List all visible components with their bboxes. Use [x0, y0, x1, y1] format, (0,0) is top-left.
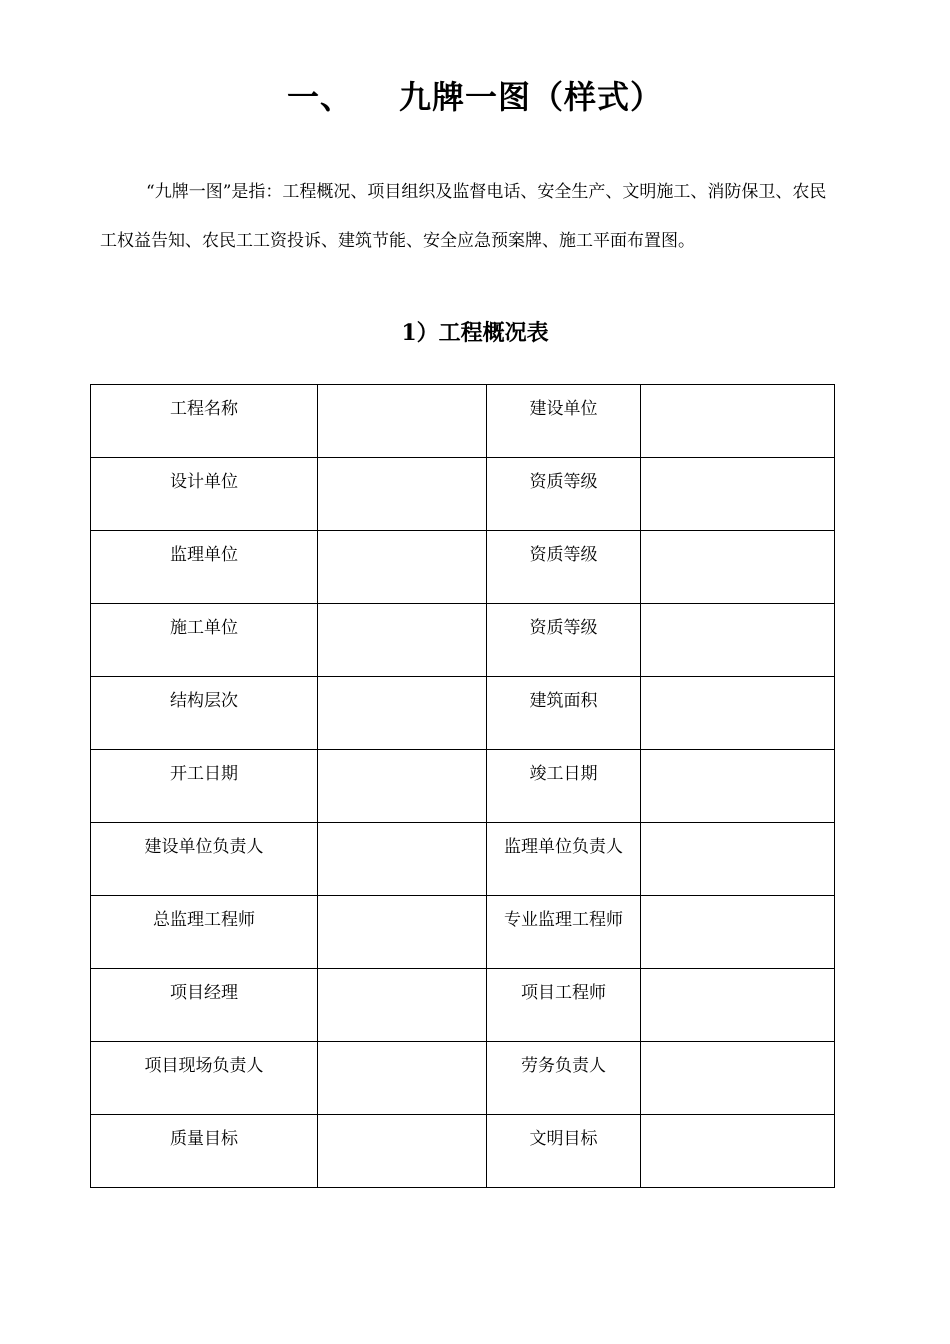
field-label [91, 677, 318, 750]
field-label-text: 施工单位 [170, 618, 238, 638]
field-value-cell[interactable] [318, 896, 487, 969]
table-row [91, 677, 835, 750]
field-value-cell-text [318, 1115, 486, 1129]
field-value-cell[interactable] [641, 1042, 835, 1115]
field-label [91, 458, 318, 531]
field-value-cell-text [641, 1042, 834, 1056]
field-label-text: 建设单位负责人 [144, 837, 264, 857]
field-label [487, 531, 641, 604]
field-label-text: 设计单位 [170, 472, 238, 492]
field-value-cell-text [641, 750, 834, 764]
field-value-cell[interactable] [641, 531, 835, 604]
field-value-cell[interactable] [318, 1115, 487, 1188]
field-value-cell-text [318, 750, 486, 764]
table-row [91, 604, 835, 677]
field-value-cell[interactable] [318, 531, 487, 604]
field-value-cell-text [318, 604, 486, 618]
table-row [91, 896, 835, 969]
field-value-cell[interactable] [318, 458, 487, 531]
field-value-cell[interactable] [318, 969, 487, 1042]
field-label [91, 823, 318, 896]
field-value-cell[interactable] [318, 385, 487, 458]
field-value-cell[interactable] [318, 750, 487, 823]
field-label-text: 文明目标 [529, 1129, 598, 1149]
field-label [487, 1115, 641, 1188]
field-label-text: 结构层次 [170, 691, 238, 711]
table-row [91, 823, 835, 896]
field-value-cell-text [641, 896, 834, 910]
field-label [487, 969, 641, 1042]
field-value-cell[interactable] [318, 604, 487, 677]
field-label [487, 750, 641, 823]
table-row [91, 531, 835, 604]
field-label-text: 项目现场负责人 [144, 1056, 264, 1076]
field-label-text: 项目工程师 [521, 983, 606, 1003]
field-value-cell-text [641, 604, 834, 618]
table-row [91, 385, 835, 458]
field-label [487, 604, 641, 677]
field-value-cell-text [641, 531, 834, 545]
field-label [91, 531, 318, 604]
field-label [91, 604, 318, 677]
field-value-cell[interactable] [318, 1042, 487, 1115]
field-label [487, 896, 641, 969]
field-label-text: 资质等级 [529, 545, 598, 565]
field-label-text: 专业监理工程师 [504, 910, 623, 930]
field-value-cell-text [641, 385, 834, 399]
section-title: 九牌一图（样式） [399, 78, 664, 116]
intro-paragraph: “九牌一图”是指：工程概况、项目组织及监督电话、安全生产、文明施工、消防保卫、农民工权益告知、农民工工资投诉、建筑节能、安全应急预案牌、施工平面布置图。 [100, 182, 827, 251]
field-label [487, 677, 641, 750]
table-row [91, 969, 835, 1042]
field-label [91, 750, 318, 823]
page-title [0, 72, 950, 118]
field-label [91, 969, 318, 1042]
field-label [487, 385, 641, 458]
field-value-cell-text [641, 458, 834, 472]
field-value-cell[interactable] [641, 604, 835, 677]
field-label-text: 竣工日期 [529, 764, 598, 784]
field-label [91, 1115, 318, 1188]
field-value-cell[interactable] [641, 969, 835, 1042]
project-overview-table [90, 384, 835, 1188]
field-label [487, 823, 641, 896]
table-row [91, 750, 835, 823]
field-value-cell[interactable] [641, 896, 835, 969]
field-value-cell[interactable] [641, 823, 835, 896]
field-label-text: 工程名称 [170, 399, 238, 419]
table-row [91, 1042, 835, 1115]
field-label-text: 监理单位负责人 [504, 837, 623, 857]
field-value-cell-text [641, 677, 834, 691]
table-title: 1）工程概况表 [401, 320, 549, 346]
field-label-text: 监理单位 [170, 545, 238, 565]
field-value-cell[interactable] [318, 823, 487, 896]
field-value-cell-text [318, 969, 486, 983]
field-label-text: 劳务负责人 [521, 1056, 606, 1076]
field-label [487, 1042, 641, 1115]
field-label [91, 896, 318, 969]
section-number: 一、 [286, 78, 353, 116]
field-value-cell-text [641, 969, 834, 983]
field-value-cell[interactable] [641, 1115, 835, 1188]
field-label-text: 建设单位 [529, 399, 598, 419]
field-value-cell-text [318, 385, 486, 399]
field-label-text: 总监理工程师 [153, 910, 255, 930]
field-label [91, 385, 318, 458]
field-value-cell-text [641, 823, 834, 837]
table-body [91, 385, 835, 1188]
field-label-text: 开工日期 [170, 764, 238, 784]
field-value-cell-text [641, 1115, 834, 1129]
field-label-text: 资质等级 [529, 618, 598, 638]
field-label-text: 资质等级 [529, 472, 598, 492]
field-value-cell[interactable] [641, 458, 835, 531]
field-label-text: 建筑面积 [529, 691, 598, 711]
field-value-cell-text [318, 677, 486, 691]
field-value-cell[interactable] [641, 677, 835, 750]
field-label-text: 质量目标 [170, 1129, 238, 1149]
field-label [91, 1042, 318, 1115]
field-value-cell-text [318, 823, 486, 837]
field-value-cell[interactable] [318, 677, 487, 750]
table-row [91, 1115, 835, 1188]
field-value-cell[interactable] [641, 385, 835, 458]
field-value-cell-text [318, 531, 486, 545]
field-value-cell-text [318, 896, 486, 910]
field-label-text: 项目经理 [170, 983, 238, 1003]
field-value-cell-text [318, 1042, 486, 1056]
table-row [91, 458, 835, 531]
field-label [487, 458, 641, 531]
field-value-cell-text [318, 458, 486, 472]
field-value-cell[interactable] [641, 750, 835, 823]
